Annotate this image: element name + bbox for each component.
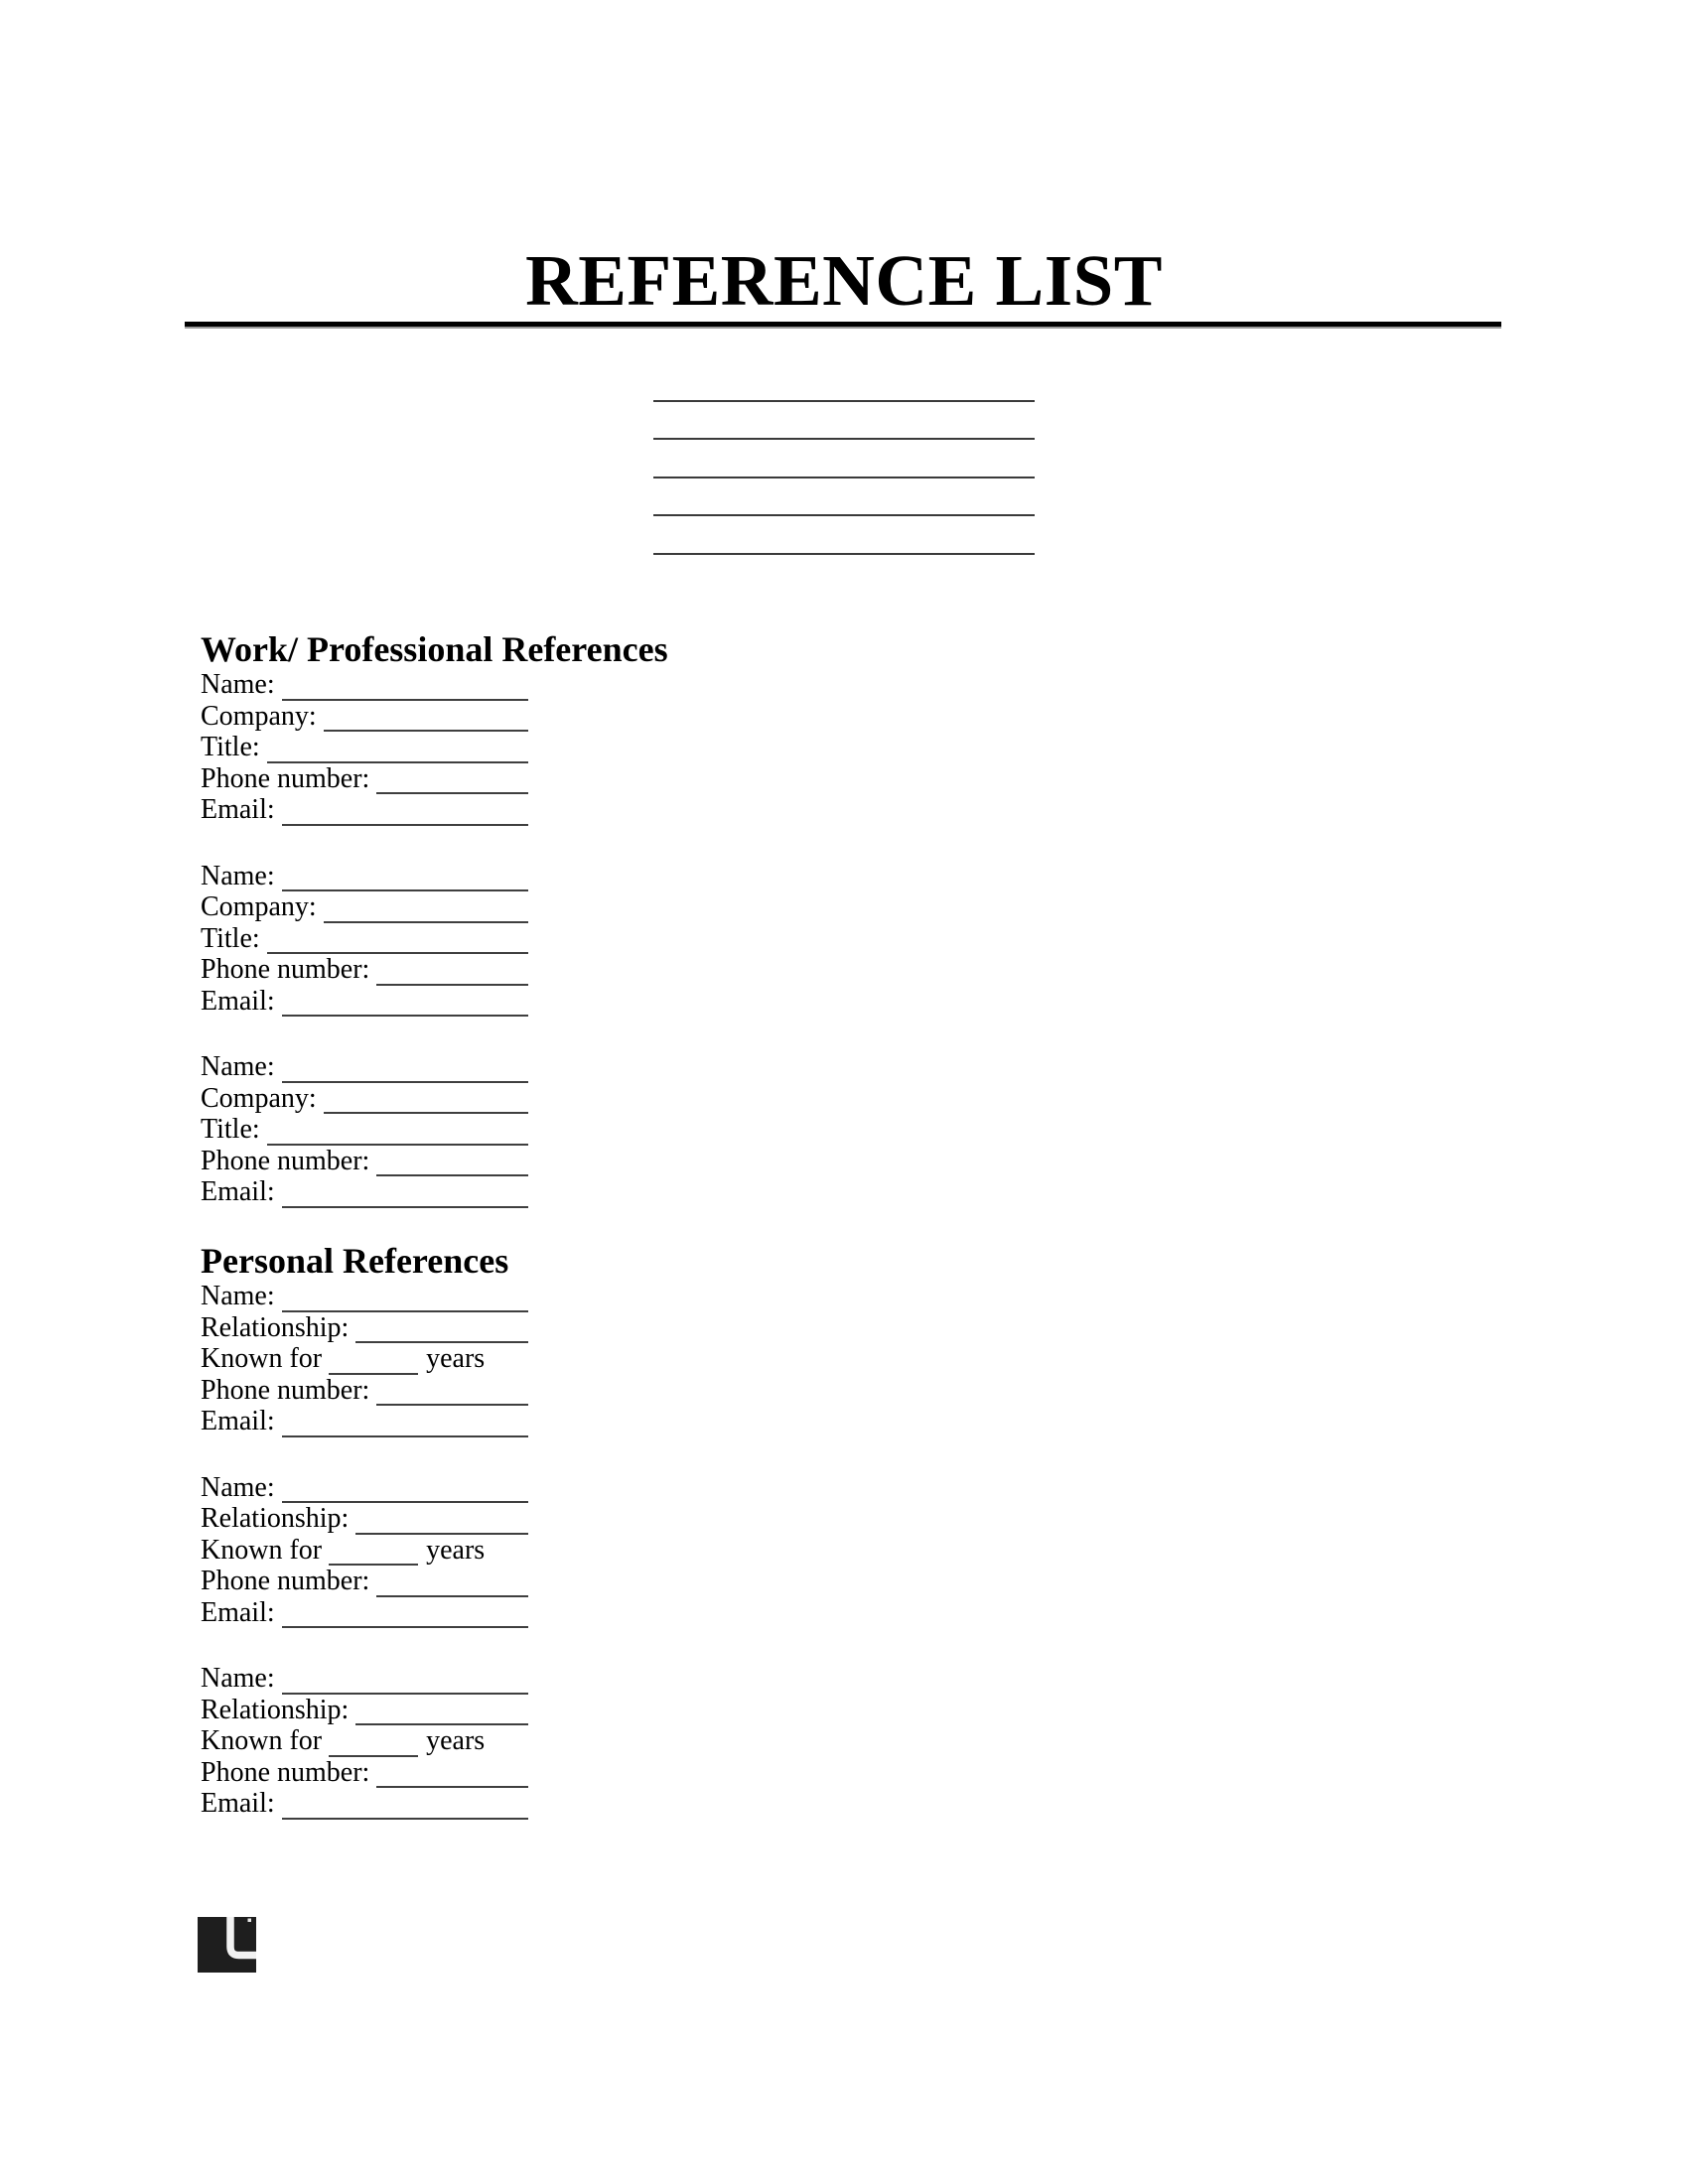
phone-fill-line[interactable] [376,954,528,986]
phone-fill-line[interactable] [376,1146,528,1177]
field-label-phone: Phone number: [201,1756,370,1788]
email-fill-line[interactable] [282,1406,528,1437]
field-label-known_for: Known for [201,1725,323,1756]
email-fill-line[interactable] [282,986,528,1018]
field-row-email [201,1788,528,1820]
field-label-relationship: Relationship: [201,1503,350,1534]
field-row-name [201,861,528,892]
field-label-email: Email: [201,1176,275,1207]
title-fill-line[interactable] [267,732,528,763]
field-label-name: Name: [201,1051,275,1082]
field-row-known_for [201,1535,528,1567]
field-suffix-known_for: years [426,1343,486,1374]
header-blank-line[interactable] [653,402,1035,441]
field-label-phone: Phone number: [201,1374,370,1406]
email-fill-line[interactable] [282,1597,528,1629]
field-label-company: Company: [201,891,317,922]
field-row-title [201,923,528,955]
company-fill-line[interactable] [324,1083,528,1115]
field-label-name: Name: [201,860,275,891]
field-label-phone: Phone number: [201,1145,370,1176]
field-label-company: Company: [201,700,317,732]
field-row-name [201,669,528,701]
personal-reference-block [201,1663,528,1820]
title-fill-line[interactable] [267,923,528,955]
field-label-phone: Phone number: [201,954,370,985]
field-label-title: Title: [201,732,260,762]
name-fill-line[interactable] [282,1281,528,1312]
field-row-phone [201,1757,528,1789]
header-blank-line[interactable] [653,516,1035,555]
personal-reference-block [201,1281,528,1437]
field-row-email [201,1597,528,1629]
title-fill-line[interactable] [267,1114,528,1146]
field-row-relationship [201,1312,528,1344]
logo-dot [248,1919,252,1923]
field-row-name [201,1281,528,1312]
company-fill-line[interactable] [324,891,528,923]
phone-fill-line[interactable] [376,1566,528,1597]
field-suffix-known_for: years [426,1725,486,1756]
field-row-company [201,1083,528,1115]
field-label-email: Email: [201,1596,275,1628]
field-label-phone: Phone number: [201,1566,370,1596]
name-fill-line[interactable] [282,861,528,892]
field-row-relationship [201,1695,528,1726]
field-row-title [201,1114,528,1146]
field-row-email [201,1406,528,1437]
field-label-relationship: Relationship: [201,1311,350,1343]
name-fill-line[interactable] [282,669,528,701]
relationship-fill-line[interactable] [355,1695,528,1726]
field-row-phone [201,1566,528,1597]
company-fill-line[interactable] [324,701,528,733]
phone-fill-line[interactable] [376,1375,528,1407]
field-label-email: Email: [201,1406,275,1436]
work-reference-block [201,669,668,826]
field-label-name: Name: [201,669,275,700]
field-suffix-known_for: years [426,1534,486,1566]
known_for-fill-line[interactable] [329,1535,418,1567]
field-row-email [201,794,528,826]
field-label-email: Email: [201,985,275,1017]
field-label-known_for: Known for [201,1534,323,1566]
field-label-company: Company: [201,1082,317,1114]
field-label-known_for: Known for [201,1343,323,1374]
field-row-company [201,891,528,923]
field-label-name: Name: [201,1281,275,1311]
phone-fill-line[interactable] [376,1757,528,1789]
name-fill-line[interactable] [282,1663,528,1695]
field-label-name: Name: [201,1663,275,1694]
name-fill-line[interactable] [282,1472,528,1504]
section-heading-personal: Personal References [201,1241,509,1281]
field-label-email: Email: [201,1788,275,1819]
page-title: REFERENCE LIST [525,240,1163,321]
email-fill-line[interactable] [282,1788,528,1820]
header-blank-lines [653,363,1035,555]
field-row-name [201,1051,528,1083]
section-heading-work: Work/ Professional References [201,629,668,669]
phone-fill-line[interactable] [376,763,528,795]
field-row-known_for [201,1725,528,1757]
header-blank-line[interactable] [653,478,1035,517]
title-divider-rule [185,322,1501,329]
field-row-email [201,1176,528,1208]
field-label-phone: Phone number: [201,762,370,794]
email-fill-line[interactable] [282,1176,528,1208]
header-blank-line[interactable] [653,440,1035,478]
field-row-name [201,1663,528,1695]
field-row-phone [201,763,528,795]
work-reference-block [201,861,668,1018]
name-fill-line[interactable] [282,1051,528,1083]
header-blank-line[interactable] [653,363,1035,402]
field-row-title [201,732,528,763]
email-fill-line[interactable] [282,794,528,826]
field-label-title: Title: [201,1114,260,1145]
known_for-fill-line[interactable] [329,1725,418,1757]
field-label-relationship: Relationship: [201,1694,350,1725]
field-row-relationship [201,1503,528,1535]
work-reference-block [201,1051,668,1208]
field-label-title: Title: [201,922,260,954]
field-row-name [201,1472,528,1504]
personal-reference-block [201,1472,528,1629]
field-row-email [201,986,528,1018]
field-label-email: Email: [201,794,275,825]
field-row-phone [201,1375,528,1407]
field-label-name: Name: [201,1471,275,1503]
relationship-fill-line[interactable] [355,1312,528,1344]
section-personal-references [201,1241,528,1820]
known_for-fill-line[interactable] [329,1343,418,1375]
field-row-company [201,701,528,733]
field-row-known_for [201,1343,528,1375]
relationship-fill-line[interactable] [355,1503,528,1535]
legal-templates-logo [198,1917,256,1973]
section-work-references [201,629,668,1208]
field-row-phone [201,954,528,986]
field-row-phone [201,1146,528,1177]
